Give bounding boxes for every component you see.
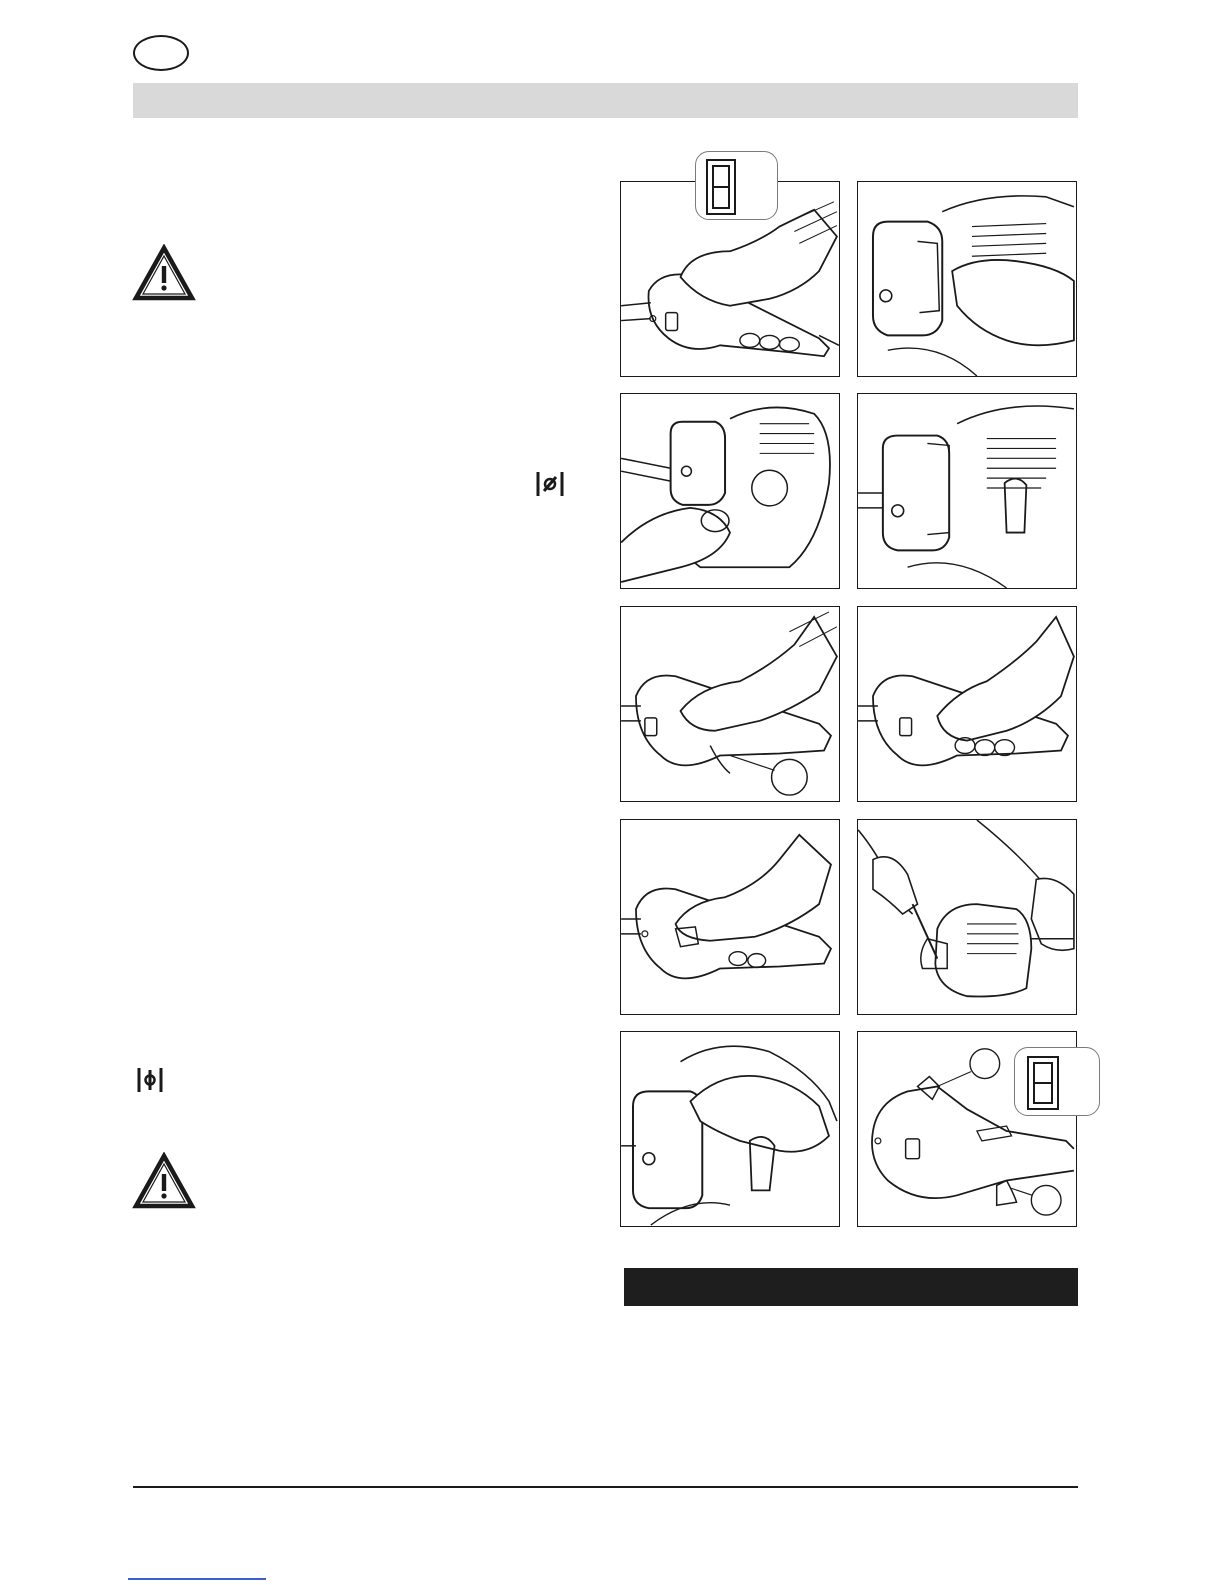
bottom-link-underline — [128, 1578, 266, 1580]
figure-caption-bar — [624, 1268, 1078, 1306]
footer-divider — [133, 1486, 1078, 1488]
on-off-switch-icon — [1027, 1056, 1059, 1110]
warning-triangle-icon — [132, 1152, 196, 1210]
figure-8-starter-cord — [857, 819, 1077, 1015]
switch-callout — [1014, 1047, 1100, 1116]
choke-open-icon — [137, 1066, 163, 1094]
figure-6-grip-handle — [857, 606, 1077, 802]
switch-callout — [695, 151, 778, 220]
warning-triangle-icon — [132, 244, 196, 302]
figure-3-primer-bulb — [620, 393, 840, 589]
figure-4-choke-closed — [857, 393, 1077, 589]
figure-9-choke-open — [620, 1031, 840, 1227]
figure-7-throttle-lock — [620, 819, 840, 1015]
figure-2-choke-lever — [857, 181, 1077, 377]
on-off-switch-icon — [706, 159, 736, 215]
choke-closed-icon — [536, 470, 564, 498]
figure-5-throttle-trigger — [620, 606, 840, 802]
language-badge — [133, 35, 189, 71]
section-header-bar — [133, 83, 1078, 118]
